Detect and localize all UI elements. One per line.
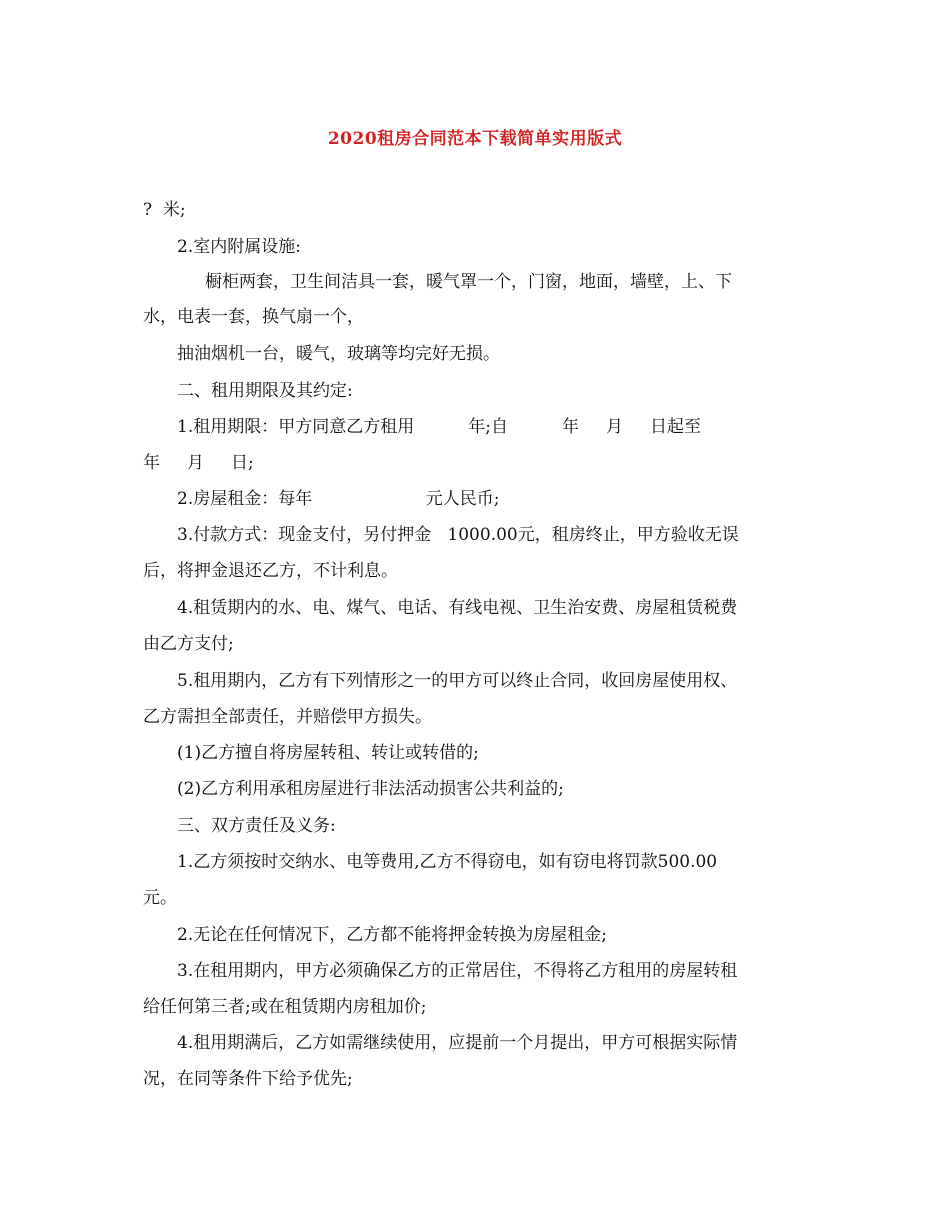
text-line: 后，将押金退还乙方，不计利息。: [143, 561, 398, 581]
text-line: (1)乙方擅自将房屋转租、转让或转借的;: [177, 743, 479, 763]
text-line: 1.乙方须按时交纳水、电等费用,乙方不得窃电，如有窃电将罚款500.00: [177, 852, 718, 872]
text-line: 抽油烟机一台，暖气，玻璃等均完好无损。: [177, 344, 500, 364]
text-line: 2.室内附属设施:: [177, 237, 301, 257]
text-line: 况，在同等条件下给予优先;: [143, 1069, 353, 1089]
text-line: 2.无论在任何情况下，乙方都不能将押金转换为房屋租金;: [177, 925, 607, 945]
text-line: 给任何第三者;或在租赁期内房租加价;: [143, 997, 427, 1017]
text-line: 年 月 日;: [143, 453, 254, 473]
document-title: 2020租房合同范本下载简单实用版式: [327, 129, 623, 149]
text-line: ? 米;: [143, 200, 186, 220]
text-line: 水，电表一套，换气扇一个，: [143, 307, 364, 327]
text-line: 5.租用期内，乙方有下列情形之一的甲方可以终止合同，收回房屋使用权、: [177, 671, 738, 691]
text-line: 4.租用期满后，乙方如需继续使用，应提前一个月提出，甲方可根据实际情: [177, 1033, 738, 1053]
text-line: 1.租用期限：甲方同意乙方租用 年;自 年 月 日起至: [177, 417, 702, 437]
text-line: 乙方需担全部责任，并赔偿甲方损失。: [143, 707, 432, 727]
text-line: 橱柜两套，卫生间洁具一套，暖气罩一个，门窗，地面，墙壁，上、下: [205, 272, 732, 292]
text-line: 由乙方支付;: [143, 634, 234, 654]
text-line: (2)乙方利用承租房屋进行非法活动损害公共利益的;: [177, 779, 564, 799]
text-line: 3.在租用期内，甲方必须确保乙方的正常居住，不得将乙方租用的房屋转租: [177, 961, 738, 981]
text-line: 三、双方责任及义务:: [177, 816, 336, 836]
text-line: 4.租赁期内的水、电、煤气、电话、有线电视、卫生治安费、房屋租赁税费: [177, 598, 738, 618]
text-line: 元。: [143, 888, 177, 908]
text-line: 二、租用期限及其约定:: [177, 381, 353, 401]
text-line: 3.付款方式：现金支付，另付押金 1000.00元，租房终止，甲方验收无误: [177, 525, 739, 545]
text-line: 2.房屋租金：每年 元人民币;: [177, 489, 500, 509]
